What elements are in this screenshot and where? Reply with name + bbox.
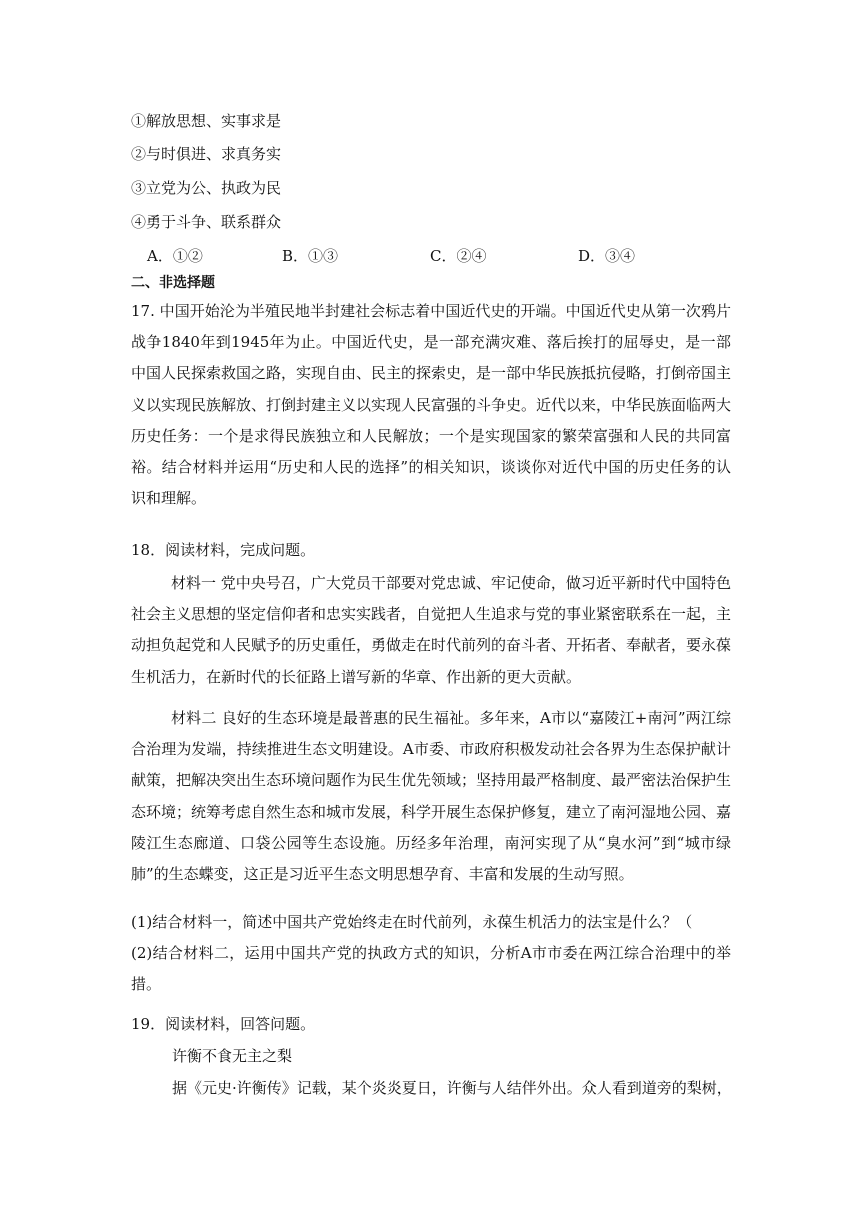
story-title: 许衡不食无主之梨 bbox=[172, 1047, 293, 1065]
question-18-part-1: (1)结合材料一，简述中国共产党始终走在时代前列，永葆生机活力的法宝是什么？（ bbox=[131, 913, 693, 931]
choice-item-3: ③立党为公、执政为民 bbox=[131, 179, 282, 197]
section-heading: 二、非选择题 bbox=[131, 275, 215, 291]
choice-item-1: ①解放思想、实事求是 bbox=[131, 112, 282, 130]
question-19-intro: 19．阅读材料，回答问题。 bbox=[131, 1015, 316, 1033]
story-text: 据《元史·许衡传》记载，某个炎炎夏日，许衡与人结伴外出。众人看到道旁的梨树， bbox=[172, 1079, 732, 1097]
choice-item-4: ④勇于斗争、联系群众 bbox=[131, 213, 282, 231]
option-c: C．②④ bbox=[430, 247, 487, 265]
choice-item-2: ②与时俱进、求真务实 bbox=[131, 145, 282, 163]
option-a: A．①② bbox=[147, 247, 203, 265]
option-b: B．①③ bbox=[282, 247, 339, 265]
question-17: 17. 中国开始沦为半殖民地半封建社会标志着中国近代史的开端。中国近代史从第一次鸦片战争1840年到1945年为止。中国近代史，是一部充满灾难、落后挨打的屈辱史，是一部中国人民探索救国之路，实现自由、民主的探索史，是一部中华民族抵抗侵略，打倒帝国主义以实现民族解放、打倒封建主义以实现人民富强的斗争史。近代以来，中华民族面临两大历史任务：一个是求得民族独立和人民解放；一个是实现国家的繁荣富强和人民的共同富裕。结合材料并运用“历史和人民的选择”的相关知识，谈谈你对近代中国的历史任务的认识和理解。 bbox=[131, 302, 732, 508]
material-1: 材料一 党中央号召，广大党员干部要对党忠诚、牢记使命，做习近平新时代中国特色社会主义思想的坚定信仰者和忠实实践者，自觉把人生追求与党的事业紧密联系在一起，主动担负起党和人民赋予的历史重任，勇做走在时代前列的奋斗者、开拓者、奉献者，要永葆生机活力，在新时代的长征路上谱写新的华章、作出新的更大贡献。 bbox=[131, 574, 732, 686]
material-2: 材料二 良好的生态环境是最普惠的民生福祉。多年来，A市以“嘉陵江+南河”两江综合治理为发端，持续推进生态文明建设。A市委、市政府积极发动社会各界为生态保护献计献策，把解决突出生态环境问题作为民生优先领域；坚持用最严格制度、最严密法治保护生态环境；统筹考虑自然生态和城市发展，科学开展生态保护修复，建立了南河湿地公园、嘉陵江生态廊道、口袋公园等生态设施。历经多年治理，南河实现了从“臭水河”到“城市绿肺”的生态蝶变，这正是习近平生态文明思想孕育、丰富和发展的生动写照。 bbox=[131, 709, 732, 884]
option-d: D．③④ bbox=[578, 247, 636, 265]
question-18-intro: 18．阅读材料，完成问题。 bbox=[131, 541, 316, 559]
question-18-part-2: (2)结合材料二，运用中国共产党的执政方式的知识，分析A市市委在两江综合治理中的举措。 bbox=[131, 944, 731, 994]
